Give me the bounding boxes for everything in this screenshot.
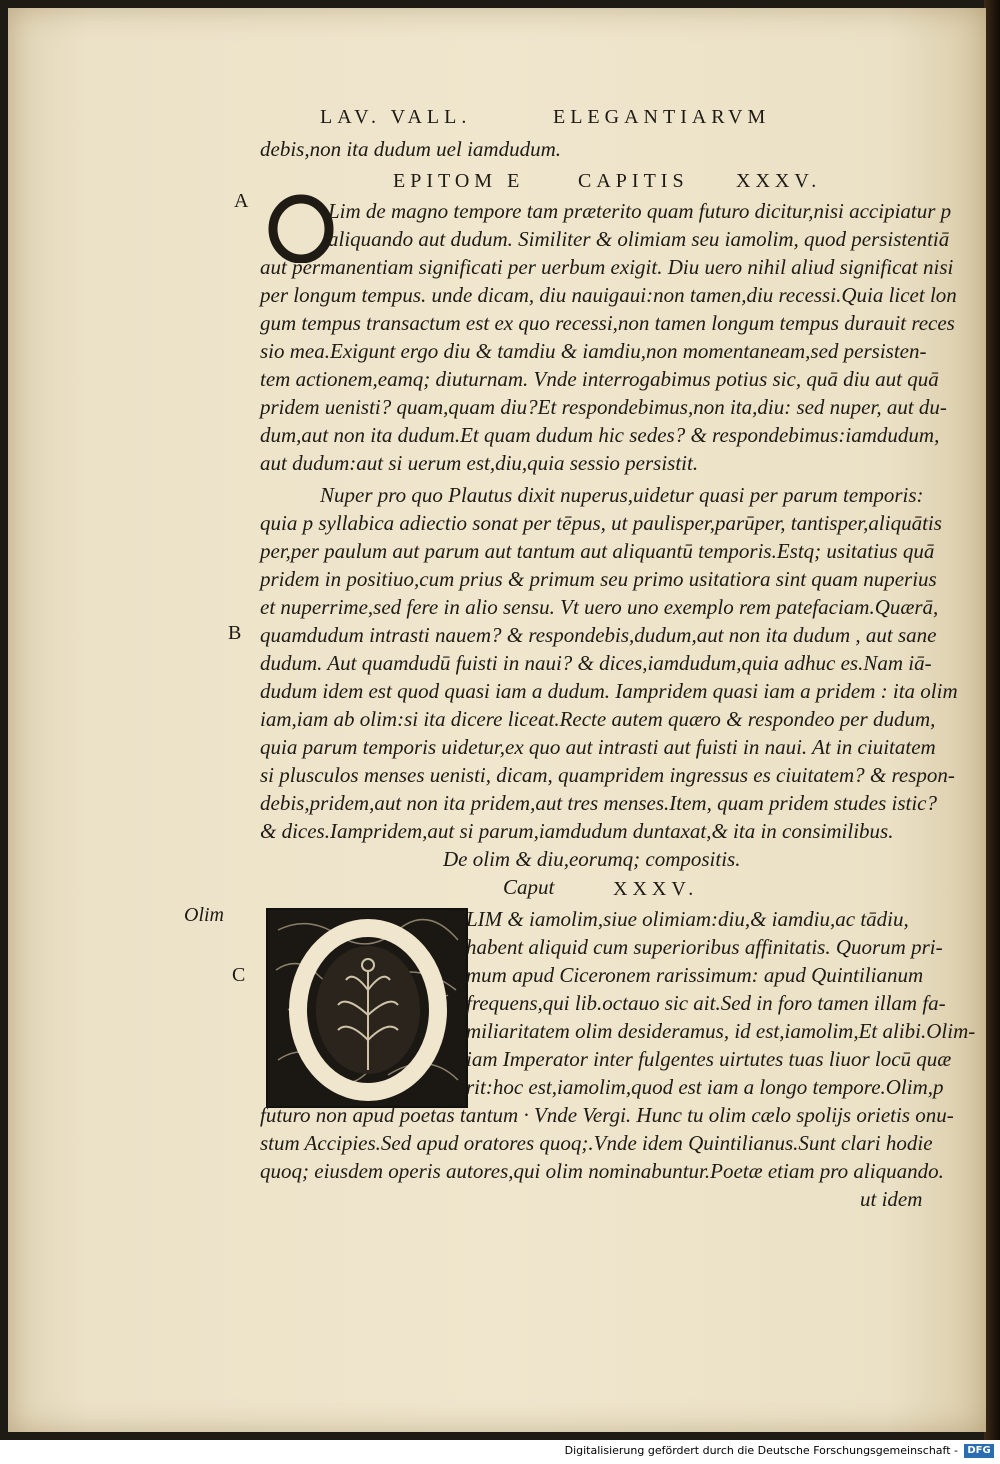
running-title: ELEGANTIARVM [553, 106, 771, 128]
chapter-number: XXXV. [736, 170, 822, 192]
text-line: debis,pridem,aut non ita pridem,aut tres menses.Item, quam pridem studes istic? [260, 791, 937, 815]
running-head: LAV. VALL. [320, 106, 472, 128]
text-line: habent aliquid cum superioribus affinitatis. Quorum pri- [466, 935, 943, 959]
text-line: miliaritatem olim desideramus, id est,iamolim,Et alibi.Olim- [466, 1019, 976, 1043]
dfg-logo: DFG [964, 1444, 994, 1458]
text-line: stum Accipies.Sed apud oratores quoq;.Vnde idem Quintilianus.Sunt clari hodie [260, 1131, 933, 1155]
text-line: dudum. Aut quamdudū fuisti in naui? & dices,iamdudum,quia adhuc es.Nam iā- [260, 651, 932, 675]
text-line: futuro non apud poetas tantum · Vnde Vergi. Hunc tu olim cælo spolijs orietis onu- [260, 1103, 954, 1127]
text-line: quia parum temporis uidetur,ex quo aut intrasti aut fuisti in naui. At in ciuitatem [260, 735, 936, 759]
margin-letter-a: A [234, 190, 249, 212]
text-line: quamdudum intrasti nauem? & respondebis,dudum,aut non ita dudum , aut sane [260, 623, 937, 647]
text-line: frequens,qui lib.octauo sic ait.Sed in foro tamen illam fa- [466, 991, 946, 1015]
text-line: per longum tempus. unde dicam, diu nauigaui:non tamen,diu recessi.Quia licet lon [260, 283, 957, 307]
decorated-initial-o [266, 908, 468, 1108]
epitome-label: EPITOM E [393, 170, 525, 192]
text-line: Lim de magno tempore tam præterito quam futuro dicitur,nisi accipiatur p [328, 199, 952, 223]
text-line: debis,non ita dudum uel iamdudum. [260, 137, 561, 161]
margin-letter-c: C [232, 964, 246, 986]
text-line: pridem in positiuo,cum prius & primum seu primo usitatiora sint quam nuperius [260, 567, 937, 591]
text-line: quoq; eiusdem operis autores,qui olim nominabuntur.Poetæ etiam pro aliquando. [260, 1159, 944, 1183]
text-line: gum tempus transactum est ex quo recessi,non tamen longum tempus durauit reces [260, 311, 955, 335]
book-page [8, 8, 986, 1432]
text-line: quia p syllabica adiectio sonat per tēpus, ut paulisper,parūper, tantisper,aliquātis [260, 511, 942, 535]
text-line: sio mea.Exigunt ergo diu & tamdiu & iamdiu,non momentaneam,sed persisten- [260, 339, 927, 363]
section-heading: De olim & diu,eorumq; compositis. [443, 847, 741, 871]
text-line: mum apud Ciceronem rarissimum: apud Quintilianum [466, 963, 924, 987]
text-line: rit:hoc est,iamolim,quod est iam a longo tempore.Olim,p [466, 1075, 944, 1099]
text-line: iam Imperator inter fulgentes uirtutes tuas liuor locū quæ [466, 1047, 952, 1071]
text-line: iam,iam ab olim:si ita dicere liceat.Recte autem quæro & respondeo per dudum, [260, 707, 936, 731]
caput-number: XXXV. [613, 878, 699, 900]
text-line: LIM & iamolim,siue olimiam:diu,& iamdiu,ac tādiu, [466, 907, 909, 931]
footer-credit: Digitalisierung gefördert durch die Deutsche Forschungsgemeinschaft - [564, 1444, 958, 1457]
text-line: dum,aut non ita dudum.Et quam dudum hic sedes? & respondebimus:iamdudum, [260, 423, 940, 447]
text-line: aut permanentiam significati per uerbum exigit. Diu uero nihil aliud significat nisi [260, 255, 954, 279]
text-line: per,per paulum aut parum aut tantum aut aliquantū temporis.Estq; usitatius quā [260, 539, 935, 563]
text-line: & dices.Iampridem,aut si parum,iamdudum duntaxat,& ita in consimilibus. [260, 819, 894, 843]
catchword: ut idem [860, 1187, 923, 1211]
text-line: aut dudum:aut si uerum est,diu,quia sessio persistit. [260, 451, 699, 475]
margin-keyword-olim: Olim [184, 904, 224, 926]
text-line: tem actionem,eamq; diuturnam. Vnde interrogabimus potius sic, quā diu aut quā [260, 367, 939, 391]
text-line: pridem uenisti? quam,quam diu?Et respondebimus,non ita,diu: sed nuper, aut du- [260, 395, 947, 419]
text-line: et nuperrime,sed fere in alio sensu. Vt uero uno exemplo rem patefaciam.Quærā, [260, 595, 939, 619]
margin-letter-b: B [228, 622, 242, 644]
text-line: Nuper pro quo Plautus dixit nuperus,uidetur quasi per parum temporis: [320, 483, 924, 507]
text-line: si plusculos menses uenisti, dicam, quampridem ingressus es ciuitatem? & respon- [260, 763, 955, 787]
footer-bar [0, 1440, 1000, 1464]
chapter-label: CAPITIS [578, 170, 689, 192]
text-line: dudum idem est quod quasi iam a dudum. Iampridem quasi iam a pridem : ita olim [260, 679, 958, 703]
book-spine [984, 0, 1000, 1440]
text-line: aliquando aut dudum. Similiter & olimiam seu iamolim, quod persistentiā [328, 227, 950, 251]
caput-label: Caput [503, 875, 555, 899]
initial-letter-o [266, 193, 336, 263]
